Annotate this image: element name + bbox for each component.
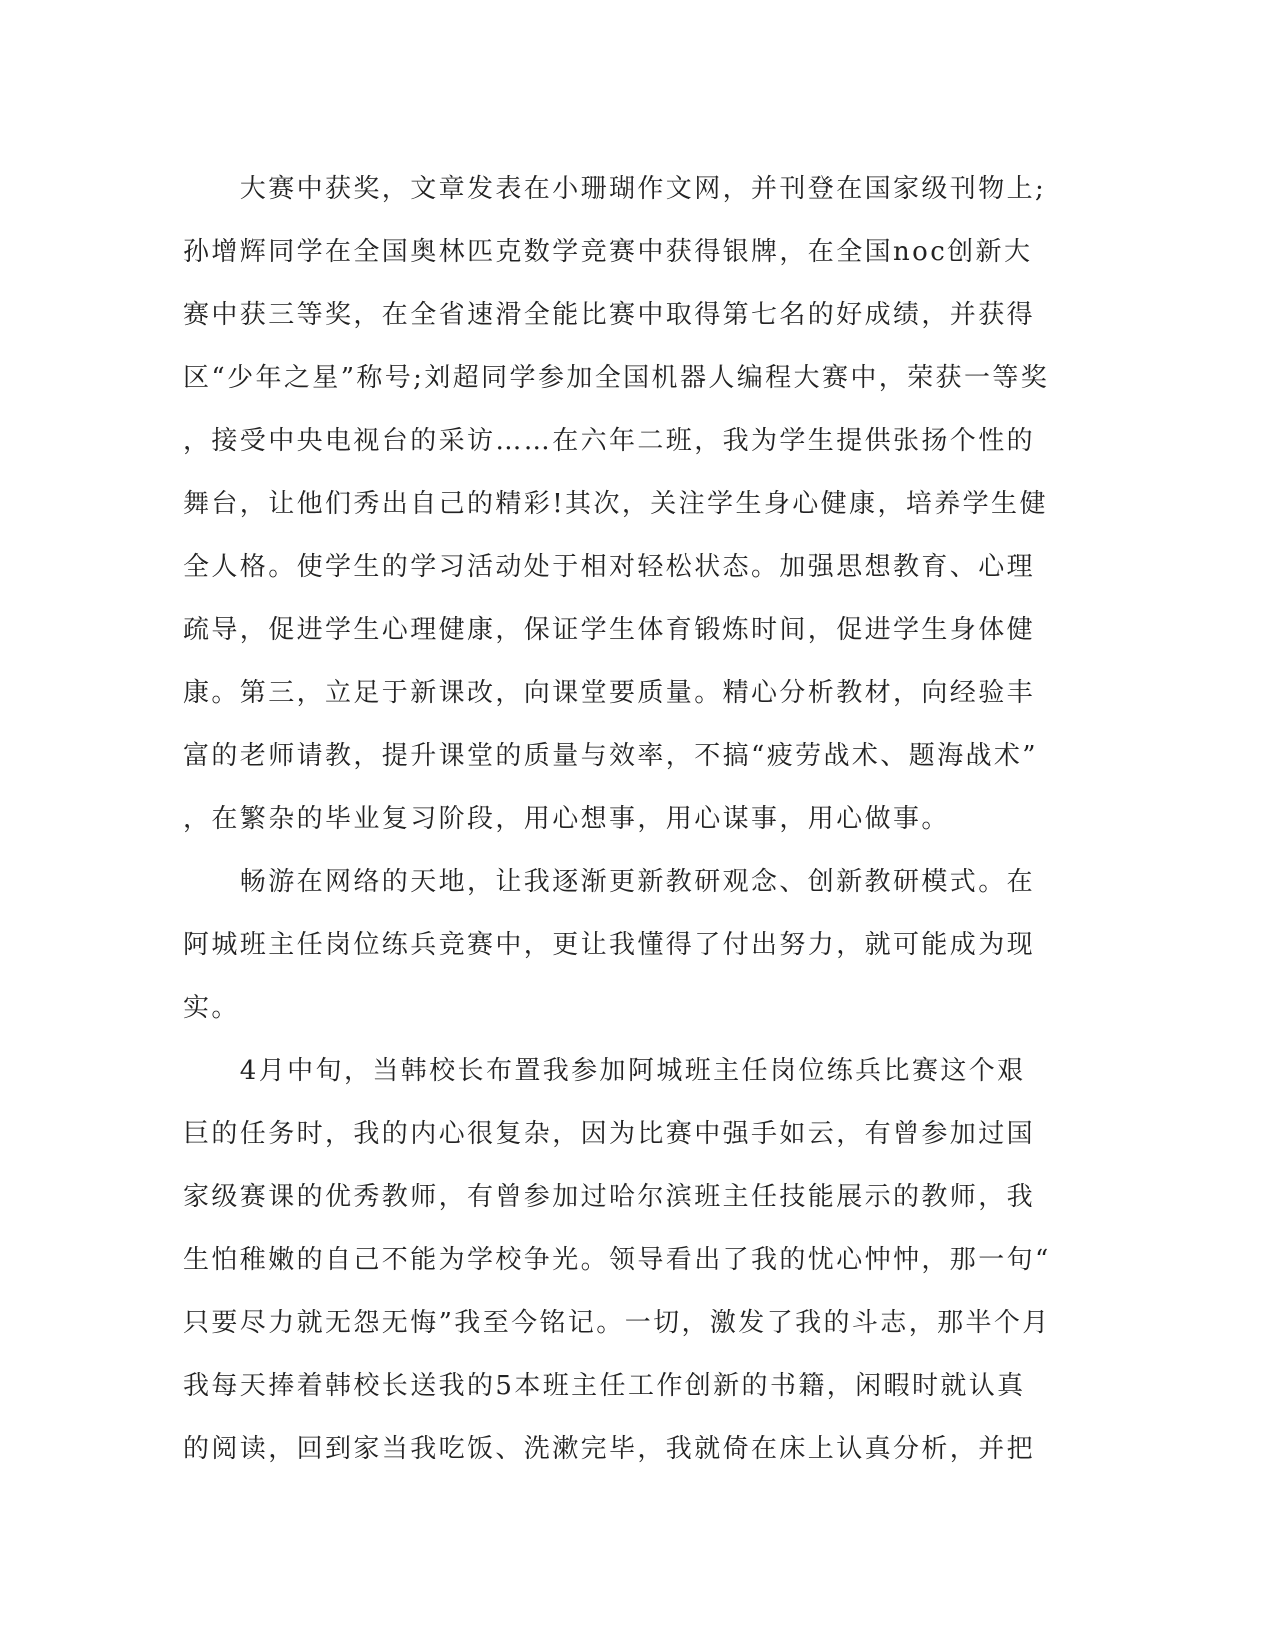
text-line-14: 实。	[183, 993, 240, 1023]
text-line-21: 的阅读，回到家当我吃饭、洗漱完毕，我就倚在床上认真分析，并把	[183, 1434, 1036, 1464]
text-line-8: 疏导，促进学生心理健康，保证学生体育锻炼时间，促进学生身体健	[183, 615, 1036, 645]
text-line-9: 康。第三，立足于新课改，向课堂要质量。精心分析教材，向经验丰	[183, 678, 1036, 708]
text-line-4: 区“少年之星”称号;刘超同学参加全国机器人编程大赛中，荣获一等奖	[183, 363, 1050, 393]
text-line-5: ，接受中央电视台的采访……在六年二班，我为学生提供张扬个性的	[183, 426, 1036, 456]
text-line-7: 全人格。使学生的学习活动处于相对轻松状态。加强思想教育、心理	[183, 552, 1036, 582]
text-line-11: ，在繁杂的毕业复习阶段，用心想事，用心谋事，用心做事。	[183, 804, 950, 834]
body-text	[183, 158, 1051, 1481]
text-line-10: 富的老师请教，提升课堂的质量与效率，不搞“疲劳战术、题海战术”	[183, 741, 1038, 771]
text-line-18: 生怕稚嫩的自己不能为学校争光。领导看出了我的忧心忡忡，那一句“	[183, 1245, 1051, 1275]
text-line-6: 舞台，让他们秀出自己的精彩!其次，关注学生身心健康，培养学生健	[183, 489, 1048, 519]
text-line-19: 只要尽力就无怨无悔”我至今铭记。一切，激发了我的斗志，那半个月	[183, 1308, 1051, 1338]
text-line-20: 我每天捧着韩校长送我的5本班主任工作创新的书籍，闲暇时就认真	[183, 1371, 1026, 1401]
text-line-13: 阿城班主任岗位练兵竞赛中，更让我懂得了付出努力，就可能成为现	[183, 930, 1036, 960]
text-line-1: 大赛中获奖，文章发表在小珊瑚作文网，并刊登在国家级刊物上;	[183, 174, 1047, 204]
text-line-17: 家级赛课的优秀教师，有曾参加过哈尔滨班主任技能展示的教师，我	[183, 1182, 1036, 1212]
text-line-15: 4月中旬，当韩校长布置我参加阿城班主任岗位练兵比赛这个艰	[183, 1056, 1026, 1086]
text-line-16: 巨的任务时，我的内心很复杂，因为比赛中强手如云，有曾参加过国	[183, 1119, 1036, 1149]
text-line-3: 赛中获三等奖，在全省速滑全能比赛中取得第七名的好成绩，并获得	[183, 300, 1036, 330]
text-line-2: 孙增辉同学在全国奥林匹克数学竞赛中获得银牌，在全国noc创新大	[183, 237, 1033, 267]
text-line-12: 畅游在网络的天地，让我逐渐更新教研观念、创新教研模式。在	[183, 867, 1036, 897]
